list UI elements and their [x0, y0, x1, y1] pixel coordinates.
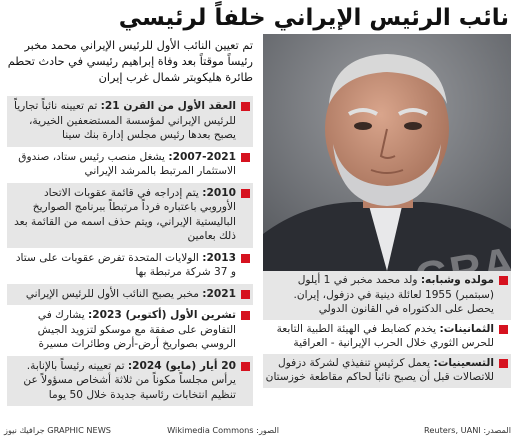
page-title: نائب الرئيس الإيراني خلفاً لرئيسي: [118, 5, 509, 31]
bullet-square-icon: [241, 290, 250, 299]
bullet-square-icon: [241, 362, 250, 371]
timeline-item: العقد الأول من القرن 21: تم تعيينه نائباً تجارياً للرئيس الإيراني لمؤسسة المستضعفين الخيرية، يصبح بعدها رئيس مجلس إدارة بنك سينا: [7, 96, 253, 147]
timeline-item: 2013: الولايات المتحدة تفرض عقوبات على ستاد و 37 شركة مرتبطة بها: [7, 248, 253, 284]
bio-list: [263, 271, 511, 388]
bullet-square-icon: [241, 153, 250, 162]
source-credit: المصدر: Reuters, UANI: [424, 425, 511, 435]
timeline-item: 20 أيار (مايو) 2024: تم تعيينه رئيساً بالإنابة. يرأس مجلساً مكوناً من ثلاثة أشخاص مسؤولاً عن تنظيم انتخابات رئاسية جديدة خلال 50 يوما: [7, 356, 253, 407]
timeline-item: تشرين الأول (أكتوبر) 2023: يشارك في التفاوض على صفقة مع موسكو لتزويد الجيش الروسي بصواريخ أرض-أرض وطائرات مسيرة: [7, 305, 253, 356]
bio-item: مولده وشبابه: ولد محمد مخبر في 1 أيلول (سبتمبر) 1955 لعائلة دينية في دزفول، إيران. يحصل على الدكتوراه في القانون الدولي: [263, 271, 511, 320]
bio-item: الثمانينات: يخدم كضابط في الهيئة الطبية التابعة للحرس الثوري خلال الحرب الإيرانية - العراقية: [263, 320, 511, 354]
portrait-illustration: [263, 34, 511, 271]
bullet-square-icon: [241, 311, 250, 320]
timeline-item: 2007-2021: يشغل منصب رئيس ستاد، صندوق الاستثمار المرتبط بالمرشد الإيراني: [7, 147, 253, 183]
timeline-list: [7, 96, 253, 406]
bullet-square-icon: [499, 325, 508, 334]
portrait-photo: [263, 34, 511, 271]
bullet-square-icon: [499, 276, 508, 285]
bullet-square-icon: [241, 254, 250, 263]
photo-credit: الصور: Wikimedia Commons: [167, 425, 279, 435]
publisher-credit: GRAPHIC NEWS جرافيك نيوز: [4, 425, 112, 435]
bullet-square-icon: [499, 359, 508, 368]
bio-item: التسعينيات: يعمل كرئيس تنفيذي لشركة دزفول للاتصالات قبل أن يصبح نائباً لحاكم مقاطعة خوزستان: [263, 354, 511, 388]
timeline-item: 2021: مخبر يصبح النائب الأول للرئيس الإيراني: [7, 284, 253, 306]
bullet-square-icon: [241, 189, 250, 198]
footer: [4, 423, 511, 437]
timeline-item: 2010: يتم إدراجه في قائمة عقوبات الاتحاد الأوروبي باعتباره فرداً مرتبطاً ببرنامج الصواريخ الباليستية الإيراني، ويتم حذف اسمه من القائمة بعد ذلك بعامين: [7, 183, 253, 248]
bullet-square-icon: [241, 102, 250, 111]
page-subtitle: تم تعيين النائب الأول للرئيس الإيراني محمد مخبر رئيساً موقتاً بعد وفاة إبراهيم رئيسي في حادث تحطم طائرة هليكوبتر شمال غرب إيران: [7, 39, 253, 84]
